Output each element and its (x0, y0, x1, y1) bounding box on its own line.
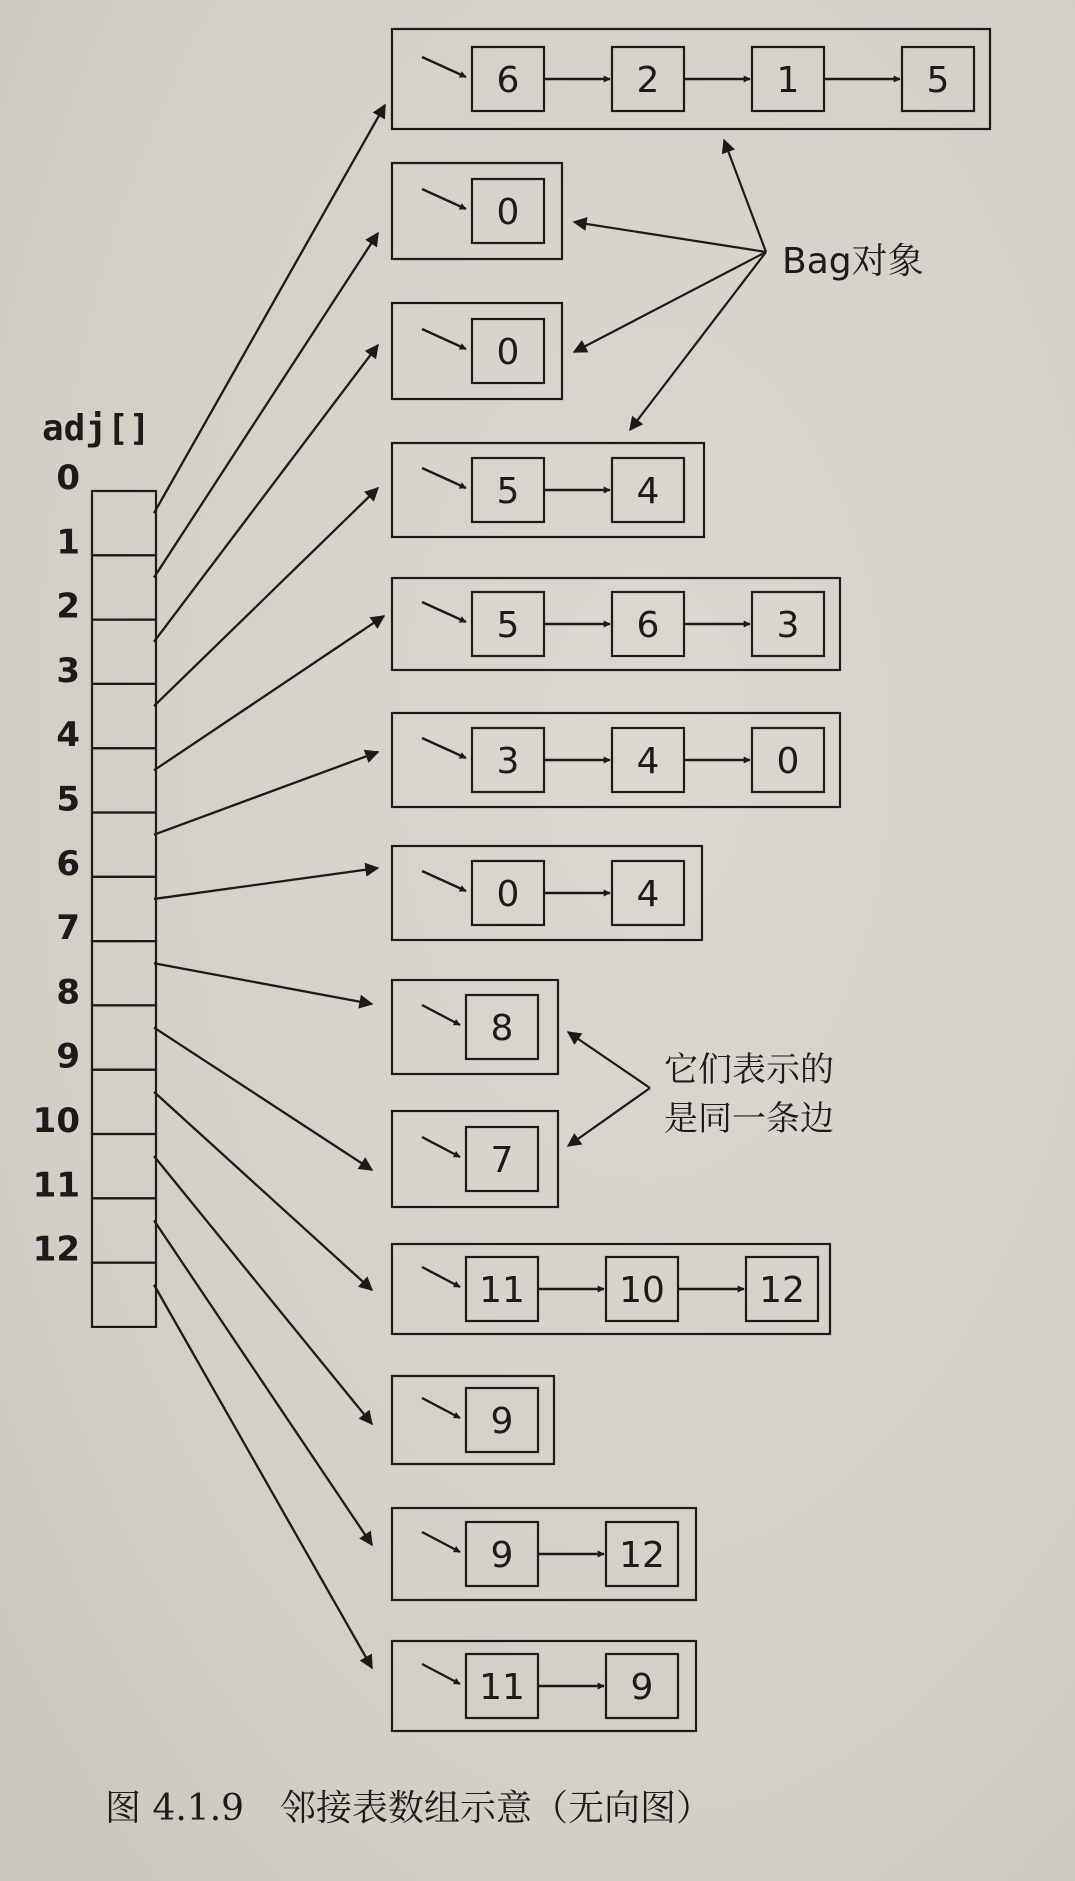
adj-index-label: 0 (56, 458, 80, 498)
bag-box (392, 303, 562, 399)
bag-list-3 (392, 443, 704, 537)
same-edge-arrows (568, 1032, 650, 1146)
list-node-value: 6 (636, 605, 660, 646)
adj-cell-1 (92, 555, 156, 619)
adj-cell-11 (92, 1198, 156, 1262)
bag-head-pointer (422, 1398, 460, 1418)
bag-head-pointer (422, 468, 466, 488)
list-node-value: 2 (636, 60, 660, 101)
array-pointers (154, 105, 385, 1668)
bag-arrow-to-list-0 (724, 140, 766, 252)
list-node-value: 9 (490, 1401, 514, 1442)
list-node-value: 12 (759, 1270, 805, 1311)
list-node-value: 11 (479, 1667, 525, 1708)
adj-index-label: 8 (56, 972, 80, 1013)
bag-box (392, 163, 562, 259)
bag-list-7 (392, 980, 558, 1074)
adj-cell-6 (92, 877, 156, 941)
adj-index-label: 11 (32, 1165, 80, 1206)
list-node-value: 5 (926, 60, 950, 101)
list-node-value: 11 (479, 1270, 525, 1311)
adj-pointer-4 (154, 616, 384, 770)
list-node-value: 4 (636, 741, 660, 782)
list-node-value: 10 (619, 1270, 665, 1311)
list-node-value: 1 (776, 60, 800, 101)
bag-lists (392, 29, 990, 1731)
adj-cell-3 (92, 684, 156, 748)
adj-index-label: 3 (56, 650, 80, 691)
adj-index-label: 6 (56, 843, 80, 884)
list-node-value: 12 (619, 1535, 665, 1576)
adj-cell-4 (92, 748, 156, 812)
adj-pointer-0 (154, 105, 385, 513)
list-node-value: 0 (496, 192, 520, 233)
adj-index-label: 2 (56, 586, 80, 627)
list-node-value: 3 (496, 741, 520, 782)
bag-list-0 (392, 29, 990, 129)
adj-index-label: 5 (56, 779, 80, 820)
bag-list-11 (392, 1508, 696, 1600)
list-node-value: 4 (636, 874, 660, 915)
same-edge-annotation-line2: 是同一条边 (664, 1099, 834, 1139)
adj-index-label: 9 (56, 1036, 80, 1077)
adj-pointer-8 (154, 1028, 372, 1170)
list-node-value: 0 (776, 741, 800, 782)
adj-cell-12 (92, 1263, 156, 1327)
list-node-value: 6 (496, 60, 520, 101)
bag-list-4 (392, 578, 840, 670)
bag-arrow-to-list-2 (574, 252, 766, 352)
bag-list-1 (392, 163, 562, 259)
bag-head-pointer (422, 329, 466, 349)
adj-pointer-7 (154, 963, 372, 1004)
adj-index-label: 10 (32, 1101, 80, 1141)
list-node-value: 0 (496, 874, 520, 915)
bag-list-6 (392, 846, 702, 940)
adj-cell-0 (92, 491, 156, 555)
list-node-value: 8 (490, 1008, 514, 1049)
adj-array (92, 491, 156, 1327)
adj-cell-10 (92, 1134, 156, 1198)
bag-head-pointer (422, 871, 466, 891)
list-node-value: 5 (496, 471, 520, 512)
bag-list-9 (392, 1244, 830, 1334)
bag-box (392, 1111, 558, 1207)
bag-head-pointer (422, 1005, 460, 1025)
array-label: adj[] (42, 408, 151, 449)
list-node-value: 4 (636, 471, 660, 512)
same-edge-annotation-line1: 它们表示的 (664, 1050, 834, 1090)
adj-index-label: 1 (56, 522, 80, 563)
same-edge-arrow-to-list-7 (568, 1032, 650, 1088)
list-node-value: 7 (490, 1140, 514, 1181)
adj-cell-2 (92, 620, 156, 684)
figure-caption: 图 4.1.9 邻接表数组示意（无向图） (105, 1788, 713, 1829)
list-node-value: 9 (490, 1535, 514, 1576)
list-node-value: 3 (776, 605, 800, 646)
bag-list-5 (392, 713, 840, 807)
adj-pointer-6 (154, 868, 378, 899)
bag-head-pointer (422, 1267, 460, 1287)
same-edge-arrow-to-list-8 (568, 1088, 650, 1146)
bag-head-pointer (422, 602, 466, 622)
list-node-value: 9 (630, 1667, 654, 1708)
bag-list-12 (392, 1641, 696, 1731)
bag-head-pointer (422, 1137, 460, 1157)
adj-index-label: 12 (32, 1229, 80, 1270)
bag-annotation: Bag对象 (782, 241, 924, 282)
adj-pointer-5 (154, 752, 378, 835)
bag-list-8 (392, 1111, 558, 1207)
bag-head-pointer (422, 1664, 460, 1684)
bag-annotation-arrows (574, 140, 766, 430)
bag-head-pointer (422, 1532, 460, 1552)
adj-index-label: 7 (56, 908, 80, 949)
adj-pointer-9 (154, 1092, 372, 1290)
bag-list-2 (392, 303, 562, 399)
index-labels (33, 458, 80, 1270)
adj-cell-5 (92, 813, 156, 877)
bag-arrow-to-list-3 (630, 252, 766, 430)
adj-cell-8 (92, 1005, 156, 1069)
bag-list-10 (392, 1376, 554, 1464)
adj-cell-9 (92, 1070, 156, 1134)
bag-head-pointer (422, 738, 466, 758)
bag-arrow-to-list-1 (574, 222, 766, 252)
bag-head-pointer (422, 57, 466, 77)
adj-cell-7 (92, 941, 156, 1005)
list-node-value: 5 (496, 605, 520, 646)
bag-box (392, 1376, 554, 1464)
adj-pointer-1 (154, 233, 378, 577)
list-node-value: 0 (496, 332, 520, 373)
adj-pointer-12 (154, 1285, 372, 1668)
bag-head-pointer (422, 189, 466, 209)
adj-index-label: 4 (56, 715, 80, 756)
